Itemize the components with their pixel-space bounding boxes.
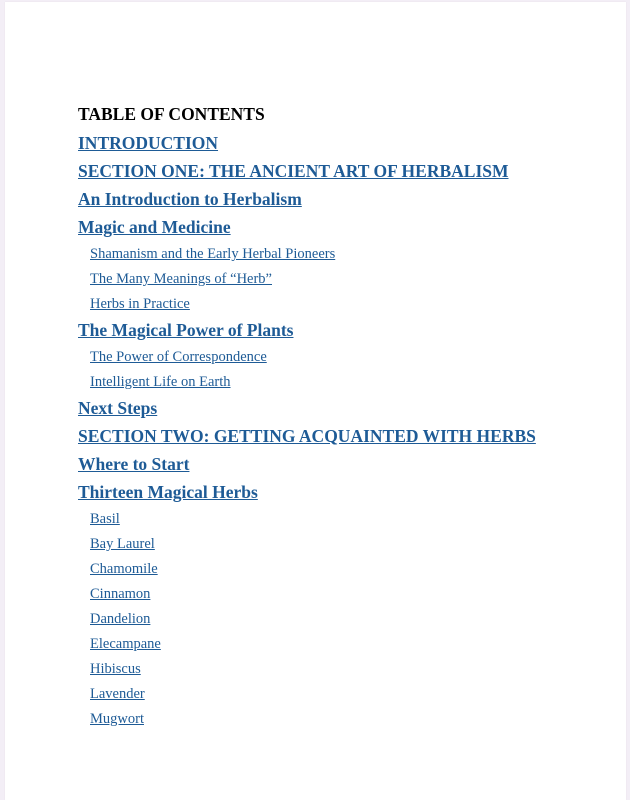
toc-link-hibiscus[interactable]: Hibiscus bbox=[90, 661, 141, 677]
toc-link-chamomile[interactable]: Chamomile bbox=[90, 561, 158, 577]
toc-link-section-two[interactable]: SECTION TWO: GETTING ACQUAINTED WITH HERBS bbox=[78, 426, 536, 446]
toc-heading: TABLE OF CONTENTS bbox=[78, 104, 265, 124]
toc-link-elecampane[interactable]: Elecampane bbox=[90, 636, 161, 652]
toc-link-introduction[interactable]: INTRODUCTION bbox=[78, 133, 219, 153]
document-page bbox=[5, 2, 626, 800]
toc-link-bay-laurel[interactable]: Bay Laurel bbox=[90, 536, 155, 552]
toc-link-intelligent-life[interactable]: Intelligent Life on Earth bbox=[90, 374, 231, 390]
toc-link-introduction-to-herbalism[interactable]: An Introduction to Herbalism bbox=[78, 189, 302, 209]
toc-link-mugwort[interactable]: Mugwort bbox=[90, 711, 144, 727]
toc-link-magic-and-medicine[interactable]: Magic and Medicine bbox=[78, 217, 231, 237]
toc-link-next-steps[interactable]: Next Steps bbox=[78, 398, 158, 418]
toc-link-thirteen-magical-herbs[interactable]: Thirteen Magical Herbs bbox=[78, 482, 258, 502]
table-of-contents bbox=[78, 102, 536, 732]
toc-link-lavender[interactable]: Lavender bbox=[90, 686, 145, 702]
toc-link-herbs-in-practice[interactable]: Herbs in Practice bbox=[90, 296, 190, 312]
toc-link-basil[interactable]: Basil bbox=[90, 511, 120, 527]
toc-link-meanings-of-herb[interactable]: The Many Meanings of “Herb” bbox=[90, 271, 272, 287]
toc-link-dandelion[interactable]: Dandelion bbox=[90, 611, 151, 627]
toc-link-cinnamon[interactable]: Cinnamon bbox=[90, 586, 151, 602]
toc-link-section-one[interactable]: SECTION ONE: THE ANCIENT ART OF HERBALISM bbox=[78, 161, 509, 181]
toc-link-power-of-correspondence[interactable]: The Power of Correspondence bbox=[90, 349, 267, 365]
toc-link-shamanism[interactable]: Shamanism and the Early Herbal Pioneers bbox=[90, 246, 336, 262]
toc-link-magical-power-of-plants[interactable]: The Magical Power of Plants bbox=[78, 320, 294, 340]
toc-link-where-to-start[interactable]: Where to Start bbox=[78, 454, 190, 474]
